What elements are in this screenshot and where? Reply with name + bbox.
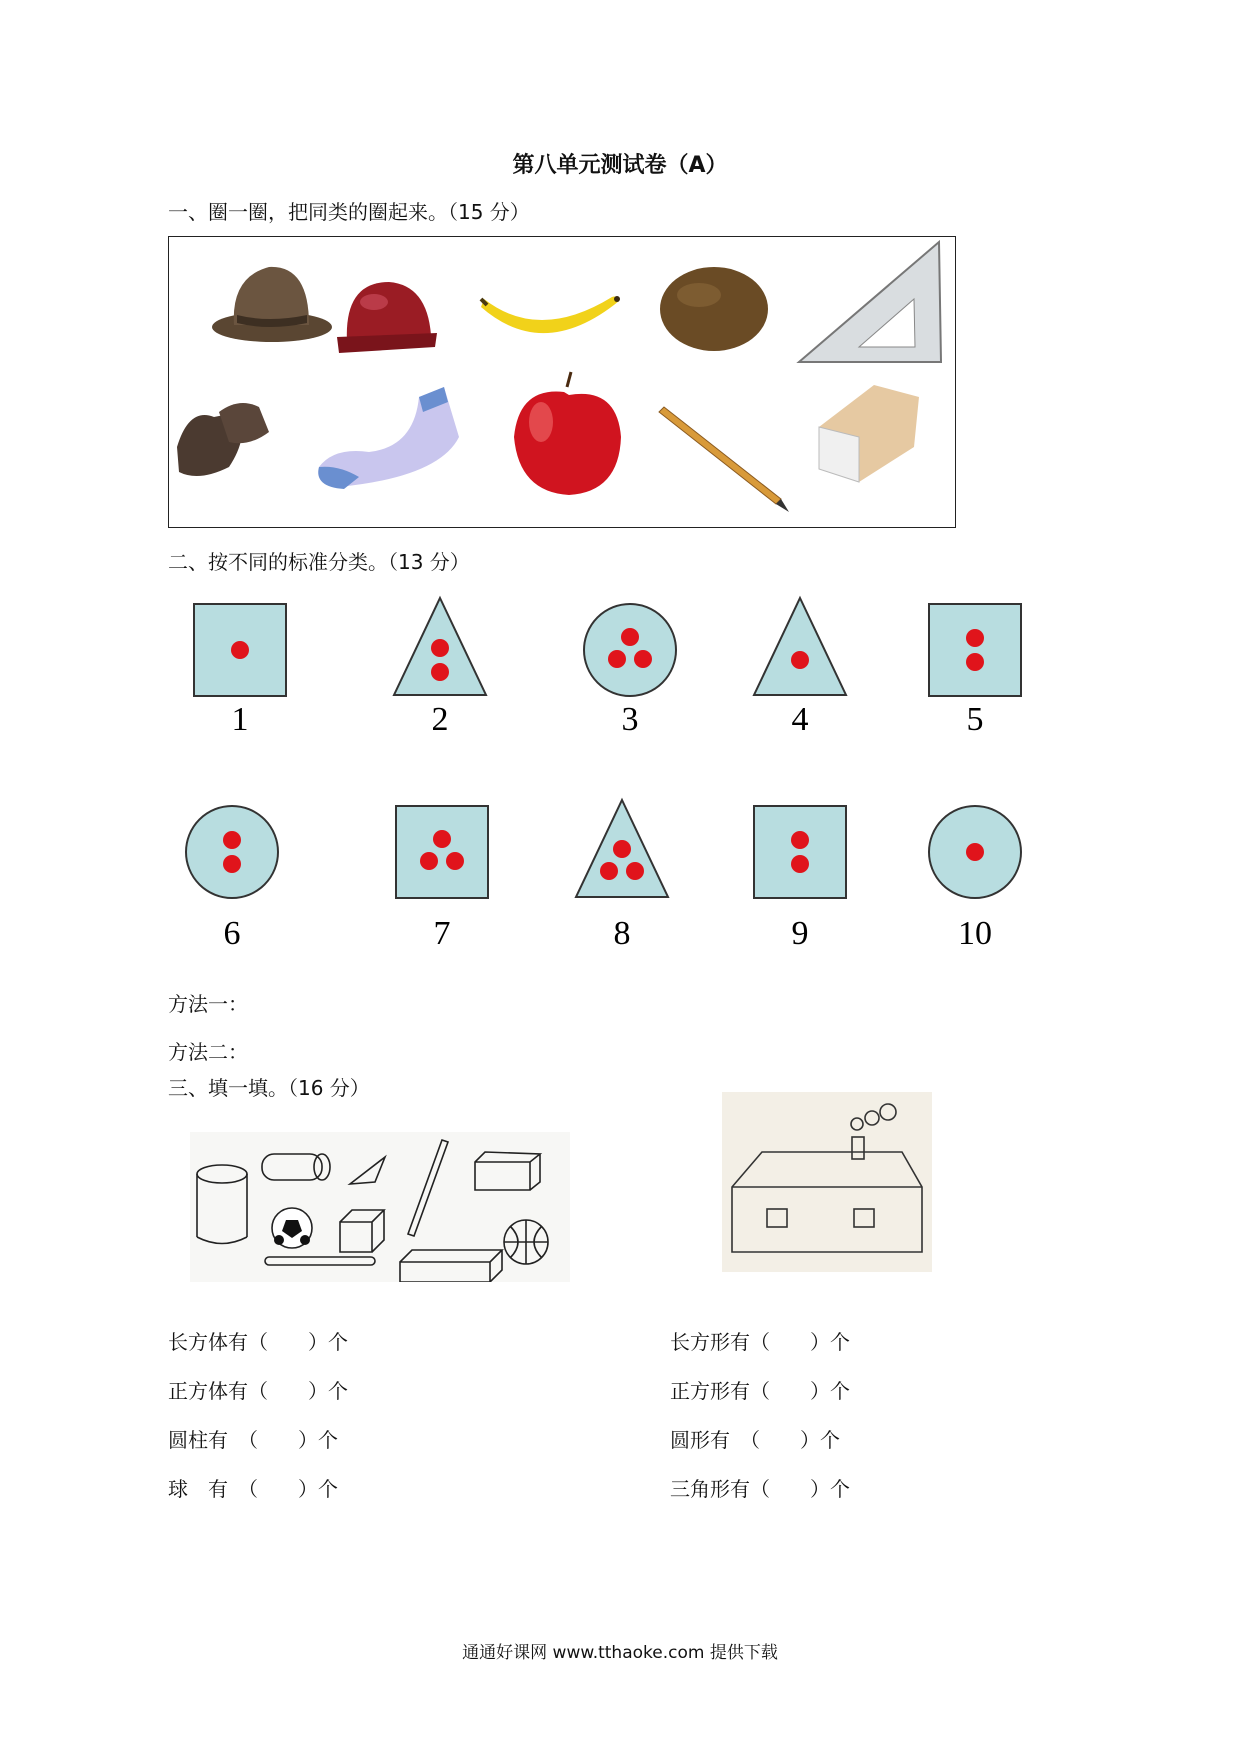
red-dot [613, 840, 631, 858]
figure-number: 6 [223, 915, 241, 952]
method2-label: 方法二： [168, 1040, 248, 1064]
red-dot [600, 862, 618, 880]
red-dot [966, 629, 984, 647]
house-picture [722, 1092, 932, 1272]
figure-7 [396, 806, 488, 952]
fill-square: 正方形有（ ）个 [670, 1379, 850, 1403]
red-dot [433, 830, 451, 848]
red-dot [791, 831, 809, 849]
figure-3 [584, 604, 676, 738]
figure-number: 10 [958, 915, 992, 952]
figure-5 [929, 604, 1021, 738]
figure-number: 4 [791, 701, 809, 738]
section2-heading: 二、按不同的标准分类。（13 分） [168, 550, 470, 574]
figure-number: 5 [966, 701, 984, 738]
circle-shape [186, 806, 278, 898]
fill-rectangle: 长方形有（ ）个 [670, 1330, 850, 1354]
red-dot [966, 843, 984, 861]
circle-shape [584, 604, 676, 696]
footer-credit: 通通好课网 www.tthaoke.com 提供下载 [462, 1643, 778, 1663]
figure-10 [929, 806, 1021, 952]
figure-2 [394, 598, 486, 738]
square-shape [396, 806, 488, 898]
solids-picture [190, 1132, 570, 1282]
fill-cuboid: 长方体有（ ）个 [168, 1330, 348, 1354]
fill-cube: 正方体有（ ）个 [168, 1379, 348, 1403]
square-shape [929, 604, 1021, 696]
figure-number: 1 [231, 701, 249, 738]
figure-9 [754, 806, 846, 952]
red-dot [431, 639, 449, 657]
red-dot [634, 650, 652, 668]
red-dot [231, 641, 249, 659]
method1-label: 方法一： [168, 992, 248, 1016]
red-dot [621, 628, 639, 646]
square-shape [754, 806, 846, 898]
red-dot [223, 855, 241, 873]
figure-4 [754, 598, 846, 738]
red-dot [608, 650, 626, 668]
red-dot [966, 653, 984, 671]
red-dot [420, 852, 438, 870]
section3-heading: 三、填一填。（16 分） [168, 1076, 370, 1100]
red-dot [446, 852, 464, 870]
fill-cylinder: 圆柱有 （ ）个 [168, 1428, 338, 1452]
figure-number: 8 [613, 915, 631, 952]
figure-6 [186, 806, 278, 952]
figure-number: 9 [791, 915, 809, 952]
red-dot [791, 855, 809, 873]
figure-number: 7 [433, 915, 451, 952]
fill-sphere: 球 有 （ ）个 [168, 1477, 338, 1501]
fill-triangle: 三角形有（ ）个 [670, 1477, 850, 1501]
red-dot [223, 831, 241, 849]
section1-heading: 一、圈一圈，把同类的圈起来。（15 分） [168, 200, 530, 224]
figure-number: 2 [431, 701, 449, 738]
red-dot [791, 651, 809, 669]
triangle-shape [754, 598, 846, 695]
figure-number: 3 [621, 701, 639, 738]
red-dot [626, 862, 644, 880]
page-title: 第八单元测试卷（A） [512, 153, 728, 178]
fill-circle: 圆形有 （ ）个 [670, 1428, 840, 1452]
figure-1 [194, 604, 286, 738]
figure-8 [576, 800, 668, 952]
red-dot [431, 663, 449, 681]
